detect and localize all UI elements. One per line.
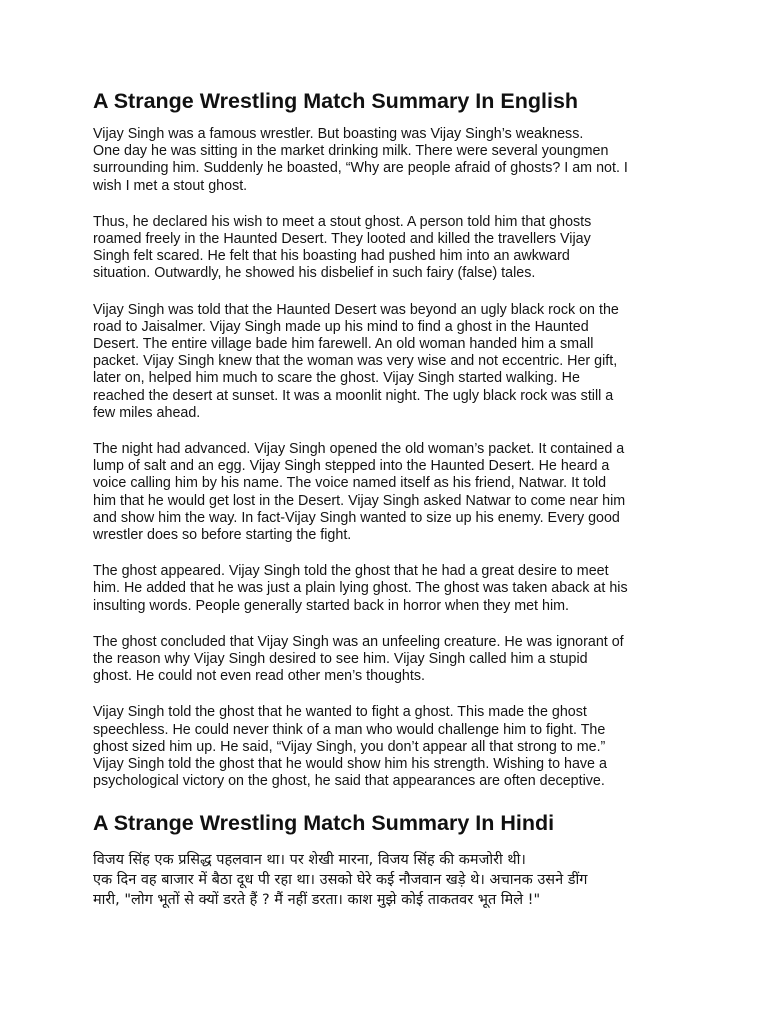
hindi-paragraph: विजय सिंह एक प्रसिद्ध पहलवान था। पर शेखी मारना, विजय सिंह की कमजोरी थी। एक दिन वह बाजार में बैठा दूध पी रहा था। उसको घेरे कई नौजवान खड़े थे। अचानक उसने डींग मारी, "लोग भूतों से क्यों डरते हैं ? मैं नहीं डरता। काश मुझे कोई ताकतवर भूत मिले !" — [93, 851, 588, 908]
heading-hindi: A Strange Wrestling Match Summary In Hindi — [93, 810, 555, 835]
paragraph-5: The ghost appeared. Vijay Singh told the ghost that he had a great desire to meet him. He added that he was just a plain lying ghost. The ghost was taken aback at his insulting words. People generally started back in horror when they met him. — [93, 563, 628, 614]
paragraph-3: Vijay Singh was told that the Haunted Desert was beyond an ugly black rock on the road to Jaisalmer. Vijay Singh made up his mind to find a ghost in the Haunted Desert. The entire village bade him farewell. An old woman handed him a small packet. Vijay Singh knew that the woman was very wise and not eccentric. Her gift, later on, helped him much to scare the ghost. Vijay Singh started walking. He reached the desert at sunset. It was a moonlit night. The ugly black rock was still a few miles ahead. — [93, 301, 619, 421]
paragraph-6: The ghost concluded that Vijay Singh was an unfeeling creature. He was ignorant of the reason why Vijay Singh desired to see him. Vijay Singh called him a stupid ghost. He could not even read other men’s thoughts. — [93, 633, 624, 685]
paragraph-7: Vijay Singh told the ghost that he wanted to fight a ghost. This made the ghost speechless. He could never think of a man who would challenge him to fight. The ghost sized him up. He said, “Vijay Singh, you don’t appear all that strong to me.” Vijay Singh told the ghost that he would show him his strength. Wishing to have a psychological victory on the ghost, he said that appearances are often deceptive. — [93, 704, 607, 790]
heading-english: A Strange Wrestling Match Summary In English — [93, 89, 579, 113]
paragraph-4: The night had advanced. Vijay Singh opened the old woman’s packet. It contained a lump of salt and an egg. Vijay Singh stepped into the Haunted Desert. He heard a voice calling him by his name. The voice named itself as his friend, Natwar. It told him that he would get lost in the Desert. Vijay Singh asked Natwar to come near him and show him the way. In fact-Vijay Singh wanted to size up his enemy. Every good wrestler does so before starting the fight. — [93, 441, 626, 544]
paragraph-1: Vijay Singh was a famous wrestler. But boasting was Vijay Singh’s weakness. One day he was sitting in the market drinking milk. There were several youngmen surrounding him. Suddenly he boasted, “Why are people afraid of ghosts? I am not. I wish I met a stout ghost. — [93, 126, 628, 194]
paragraph-2: Thus, he declared his wish to meet a stout ghost. A person told him that ghosts roamed freely in the Haunted Desert. They looted and killed the travellers Vijay Singh felt scared. He felt that his boasting had pushed him into an awkward situation. Outwardly, he showed his disbelief in such fairy (false) tales. — [93, 213, 592, 282]
